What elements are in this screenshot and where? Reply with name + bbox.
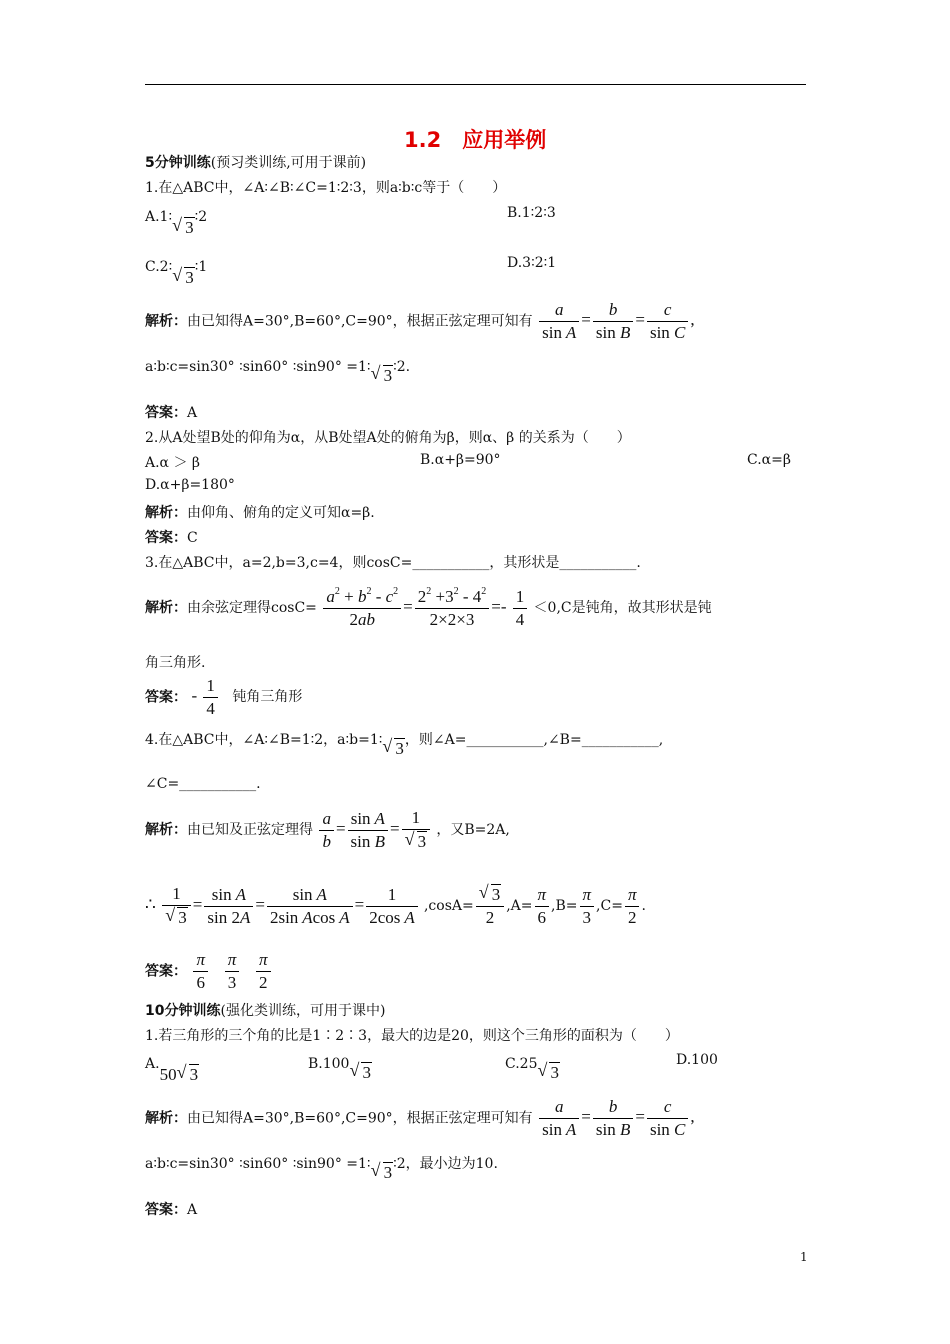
q4-solution (145, 808, 510, 852)
q2-solution (145, 502, 375, 522)
q4-stem-pre: 4.在△ABC中，∠A∶∠B=1∶2，a∶b=1∶ (145, 732, 383, 748)
q2-stem: 2.从A处望B处的仰角为α，从B处望A处的俯角为β，则α、β 的关系为（ ） (145, 430, 631, 446)
q5-a-pre: A. (145, 1056, 160, 1072)
q5-c-pre: C.25 (505, 1056, 538, 1072)
sqrt-3: √ 3 (177, 1064, 200, 1085)
q2-option-b: B.α+β=90° (420, 452, 501, 468)
q1-solution (145, 300, 695, 343)
angle-a-value: $\frac{\pi}{6}$ (535, 885, 550, 928)
q5-option-c (505, 1052, 560, 1082)
q4-stem-line2: ∠C=___________. (145, 776, 261, 792)
answer-value: A (187, 405, 198, 421)
solution-text: 由已知得A=30°,B=60°,C=90°，根据正弦定理可知有 (187, 313, 533, 330)
solution-pre: 由余弦定理得cosC= (187, 599, 317, 616)
sqrt-3: √ 3 (371, 1162, 394, 1183)
q5-b-pre: B.100 (308, 1056, 350, 1072)
answer-text: 钝角三角形 (232, 689, 303, 706)
section-head: 5分钟训练 (145, 155, 211, 171)
solution-line2-post: ∶2. (393, 359, 411, 375)
q5-option-a (145, 1052, 199, 1084)
section-heading-5min (145, 152, 366, 172)
q5-option-d: D.100 (676, 1052, 718, 1068)
q1-option-a (145, 205, 208, 237)
angle-b-value: $\frac{\pi}{3}$ (580, 885, 595, 928)
solution-line2-post: ∶2，最小边为10. (393, 1156, 498, 1172)
answer-label: 答案： (145, 963, 187, 980)
q1-option-b: B.1∶2∶3 (507, 205, 556, 221)
q4-answer (145, 950, 273, 993)
cos-value: √ $\frac{3}{2}$ (476, 884, 505, 928)
ratio-formula: $\frac{a}{b}$ = $\frac{\text{sin A}}{\text{sin B}}$ = 1 √ 3 (317, 819, 436, 838)
section-note: (预习类训练,可用于课前) (210, 155, 367, 171)
q1-c-post: ∶1 (194, 259, 208, 275)
cos-label: ,cosA= (423, 898, 474, 914)
answer-value: C (187, 530, 198, 546)
q1-a-pre: A.1∶ (145, 209, 173, 225)
section-head: 10分钟训练 (145, 1003, 221, 1019)
q5-solution-line2 (145, 1152, 498, 1182)
solution-label: 解析： (145, 505, 187, 521)
q3-solution-line2: 角三角形. (145, 655, 206, 671)
angle-c-label: ,C= (596, 898, 623, 914)
answer-angles: $\frac{\pi}{6}$ $\frac{\pi}{3}$ $\frac{\pi}{2}$ (191, 960, 272, 979)
q2-option-d: D.α+β=180° (145, 477, 235, 493)
angle-b-label: ,B= (551, 898, 578, 914)
q1-solution-line2 (145, 355, 411, 385)
section-note: (强化类训练，可用于课中) (220, 1003, 386, 1019)
q5-stem: 1.若三角形的三个角的比是1∶2∶3，最大的边是20，则这个三角形的面积为（ ） (145, 1028, 679, 1044)
answer-value: A (187, 1202, 198, 1218)
q2-option-a: A.α ＞ β (145, 455, 201, 471)
answer-fraction: - $\frac{1}{4}$ (191, 686, 219, 705)
solution-text: 由仰角、俯角的定义可知α=β. (187, 505, 375, 521)
sqrt-3: √ 3 (349, 1062, 372, 1083)
q5-solution (145, 1097, 695, 1140)
sqrt-3: √ 3 (537, 1062, 560, 1083)
derivation-formula: 1 √ 3 = $\frac{\text{sin A}}{\sin 2A}$ = $\frac{\text{sin A}}{\text{2sin Acos A}}$ = $\frac{1}{\text{2cos A}}$ (160, 895, 424, 914)
sqrt-3: √ 3 (382, 738, 405, 759)
therefore-symbol: ∴ (145, 895, 156, 914)
q3-answer (145, 676, 302, 719)
solution-line2-pre: a∶b∶c=sin30° ∶sin60° ∶sin90° =1∶ (145, 1156, 371, 1172)
q5-answer (145, 1199, 197, 1219)
sine-law-formula: $\frac{a}{\text{sin A}}$ = $\frac{b}{\text{sin B}}$ = $\frac{c}{\text{sin C}}$ , (537, 1107, 695, 1126)
q2-option-c: C.α=β (747, 452, 791, 468)
solution-post: ，又B=2A, (436, 821, 510, 838)
q4-derivation: ∴ 1 √ 3 = $\frac{\text{sin A}}{\sin 2A}$ = $\frac{\text{sin A}}{\text{2sin Acos A}}$ = $\frac{1}{\text{2cos A}}$ ,cosA= √ $\frac{3}{2}$ ,A= $\frac{\pi}{6}$ ,B= $\frac{\pi}{3}$ ,C= $\frac{\pi}{2}$ . (145, 884, 646, 928)
sqrt-3: √ 3 (172, 217, 195, 238)
q1-option-d: D.3∶2∶1 (507, 255, 557, 271)
solution-line2-pre: a∶b∶c=sin30° ∶sin60° ∶sin90° =1∶ (145, 359, 371, 375)
solution-label: 解析： (145, 1110, 187, 1127)
page-number: 1 (800, 1250, 808, 1264)
solution-label: 解析： (145, 599, 187, 616)
angle-a-label: ,A= (506, 898, 533, 914)
solution-label: 解析： (145, 313, 187, 330)
solution-text: 由已知得A=30°,B=60°,C=90°，根据正弦定理可知有 (187, 1110, 533, 1127)
page-title: 1.2 应用举例 (404, 128, 547, 152)
q2-answer (145, 527, 198, 547)
header-rule (145, 84, 806, 85)
q1-answer (145, 402, 197, 422)
q5-option-b (308, 1052, 372, 1082)
solution-label: 解析： (145, 821, 187, 838)
section-heading-10min (145, 1000, 385, 1020)
sqrt-3: √ 3 (172, 267, 195, 288)
q4-stem-post: ，则∠A=___________,∠B=___________, (404, 732, 664, 748)
cosine-law-formula: $\frac{a^2 + b^2 - c^2}{2ab}$ = $\frac{2^2 +3^2 - 4^2}{2\times 2\times 3}$ =- $\frac{1}{4}$ (321, 597, 533, 616)
q1-c-pre: C.2∶ (145, 259, 173, 275)
solution-post: ＜0,C是钝角，故其形状是钝 (533, 599, 712, 616)
sine-law-formula: $\frac{a}{\text{sin A}}$ = $\frac{b}{\text{sin B}}$ = $\frac{c}{\text{sin C}}$ , (537, 310, 695, 329)
q4-stem (145, 728, 664, 758)
q5-a-value (160, 1065, 200, 1084)
solution-pre: 由已知及正弦定理得 (187, 821, 313, 838)
q1-a-post: ∶2 (194, 209, 208, 225)
q3-stem: 3.在△ABC中，a=2,b=3,c=4，则cosC=___________，其形状是___________. (145, 555, 641, 571)
answer-label: 答案： (145, 530, 187, 546)
q1-option-c (145, 255, 208, 287)
answer-label: 答案： (145, 689, 187, 706)
q5-a-coef: 50 (159, 1065, 177, 1084)
answer-label: 答案： (145, 405, 187, 421)
sqrt-3: √ 3 (371, 365, 394, 386)
angle-c-value: $\frac{\pi}{2}$ (625, 885, 640, 928)
answer-label: 答案： (145, 1202, 187, 1218)
q1-stem: 1.在△ABC中，∠A∶∠B∶∠C=1∶2∶3，则a∶b∶c等于（ ） (145, 180, 507, 196)
q3-solution (145, 586, 712, 630)
